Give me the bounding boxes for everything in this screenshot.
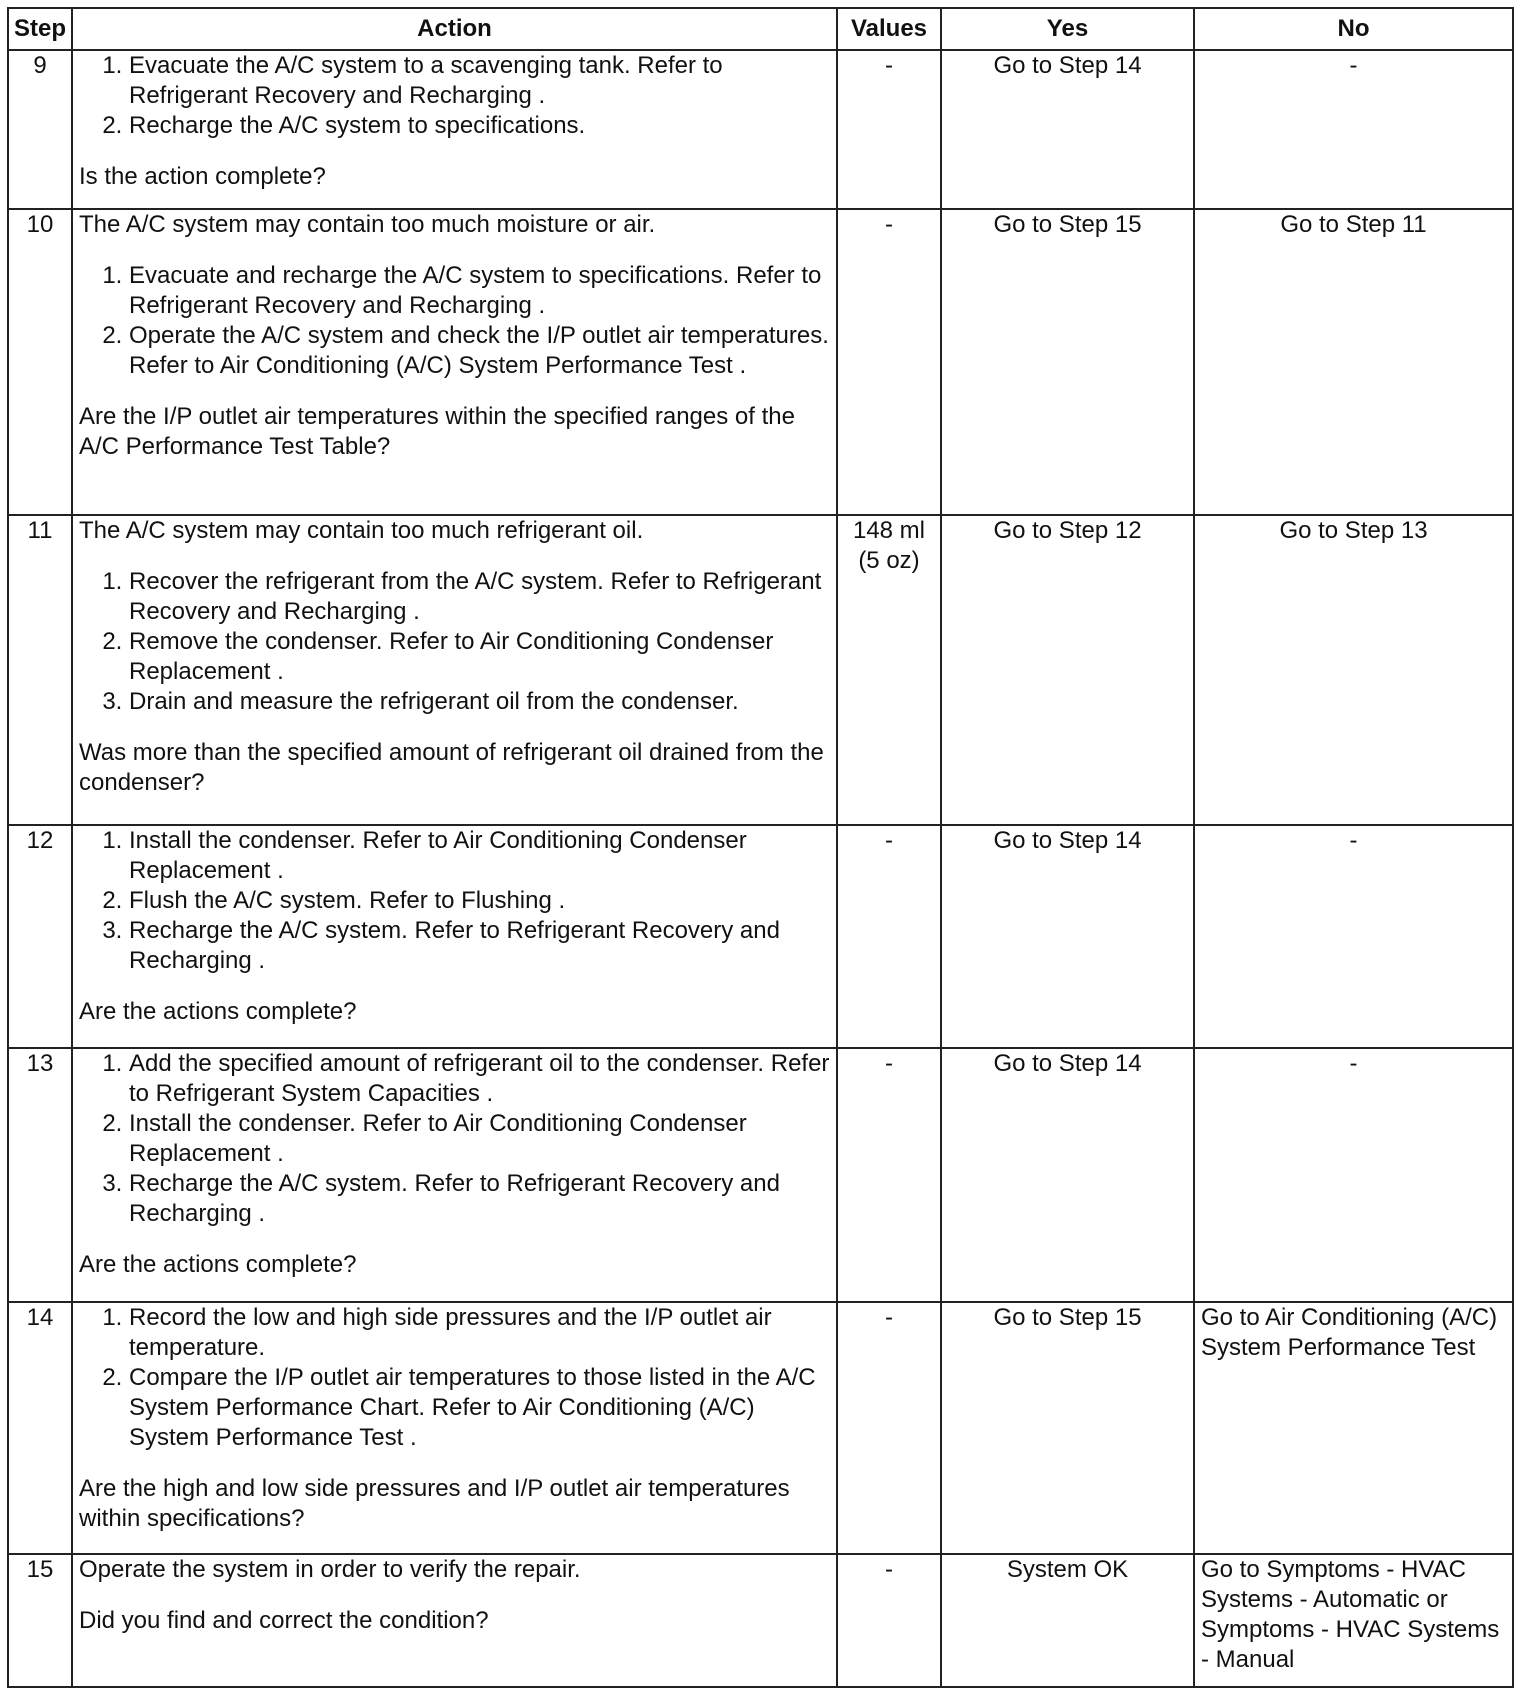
header-no: No bbox=[1194, 8, 1513, 50]
action-step: 1. Evacuate and recharge the A/C system to specifications. Refer to Refrigerant Recovery and Recharging . bbox=[129, 261, 830, 321]
action-step: 1. Recover the refrigerant from the A/C system. Refer to Refrigerant Recovery and Recharging . bbox=[129, 567, 830, 627]
table-row bbox=[8, 825, 1513, 1048]
yes-cell: Go to Step 15 bbox=[941, 1302, 1194, 1554]
action-cell bbox=[72, 1302, 837, 1554]
yes-cell: Go to Step 14 bbox=[941, 1048, 1194, 1302]
table-row bbox=[8, 1302, 1513, 1554]
yes-cell: Go to Step 12 bbox=[941, 515, 1194, 825]
step-number: 14 bbox=[8, 1302, 72, 1554]
no-cell: - bbox=[1194, 1048, 1513, 1302]
step-number: 15 bbox=[8, 1554, 72, 1687]
table-row bbox=[8, 1554, 1513, 1687]
action-question: Did you find and correct the condition? bbox=[79, 1607, 489, 1634]
value-cell: - bbox=[837, 209, 941, 515]
no-cell: Go to Step 13 bbox=[1194, 515, 1513, 825]
diagnostic-table bbox=[7, 7, 1514, 1688]
action-list bbox=[79, 1303, 830, 1453]
action-list bbox=[79, 51, 830, 141]
header-row bbox=[8, 8, 1513, 50]
action-list bbox=[79, 261, 830, 381]
step-number: 13 bbox=[8, 1048, 72, 1302]
table-row bbox=[8, 515, 1513, 825]
action-question: Was more than the specified amount of refrigerant oil drained from the condenser? bbox=[79, 739, 824, 796]
value-cell: - bbox=[837, 1048, 941, 1302]
action-cell bbox=[72, 515, 837, 825]
step-number: 9 bbox=[8, 50, 72, 209]
action-step: 3. Recharge the A/C system. Refer to Refrigerant Recovery and Recharging . bbox=[129, 916, 830, 976]
header-action: Action bbox=[72, 8, 837, 50]
action-cell bbox=[72, 50, 837, 209]
no-cell: Go to Symptoms - HVAC Systems - Automatic or Symptoms - HVAC Systems - Manual bbox=[1194, 1554, 1513, 1687]
action-cell bbox=[72, 825, 837, 1048]
yes-cell: System OK bbox=[941, 1554, 1194, 1687]
action-step: 1. Evacuate the A/C system to a scavenging tank. Refer to Refrigerant Recovery and Recharging . bbox=[129, 51, 830, 111]
action-intro: The A/C system may contain too much refrigerant oil. bbox=[79, 517, 644, 544]
action-question: Is the action complete? bbox=[79, 163, 326, 190]
action-question: Are the I/P outlet air temperatures within the specified ranges of the A/C Performance Test Table? bbox=[79, 403, 795, 460]
value-cell: - bbox=[837, 825, 941, 1048]
value-cell: - bbox=[837, 1302, 941, 1554]
header-values: Values bbox=[837, 8, 941, 50]
value-cell: - bbox=[837, 50, 941, 209]
action-step: 2. Remove the condenser. Refer to Air Conditioning Condenser Replacement . bbox=[129, 627, 830, 687]
table-row bbox=[8, 209, 1513, 515]
value-amount: 148 ml bbox=[852, 517, 926, 544]
action-step: 2. Install the condenser. Refer to Air Conditioning Condenser Replacement . bbox=[129, 1109, 830, 1169]
action-step: 3. Recharge the A/C system. Refer to Refrigerant Recovery and Recharging . bbox=[129, 1169, 830, 1229]
action-list bbox=[79, 567, 830, 717]
table-row bbox=[8, 50, 1513, 209]
table-row bbox=[8, 1048, 1513, 1302]
no-cell: - bbox=[1194, 50, 1513, 209]
action-step: 1. Install the condenser. Refer to Air Conditioning Condenser Replacement . bbox=[129, 826, 830, 886]
action-question: Are the actions complete? bbox=[79, 998, 357, 1025]
action-list bbox=[79, 1049, 830, 1229]
action-step: 1. Record the low and high side pressures and the I/P outlet air temperature. bbox=[129, 1303, 830, 1363]
action-cell bbox=[72, 1554, 837, 1687]
action-step: 2. Operate the A/C system and check the I/P outlet air temperatures. Refer to Air Conditioning (A/C) System Performance Test . bbox=[129, 321, 830, 381]
action-step: 2. Compare the I/P outlet air temperatures to those listed in the A/C System Performance Chart. Refer to Air Conditioning (A/C) System Performance Test . bbox=[129, 1363, 830, 1453]
value-cell: - bbox=[837, 1554, 941, 1687]
value-amount-alt: (5 oz) bbox=[858, 547, 920, 574]
header-yes: Yes bbox=[941, 8, 1194, 50]
action-step: 2. Flush the A/C system. Refer to Flushing . bbox=[129, 886, 830, 916]
action-intro: The A/C system may contain too much moisture or air. bbox=[79, 211, 656, 238]
action-cell bbox=[72, 1048, 837, 1302]
action-question: Are the actions complete? bbox=[79, 1251, 357, 1278]
yes-cell: Go to Step 15 bbox=[941, 209, 1194, 515]
no-cell: Go to Air Conditioning (A/C) System Performance Test bbox=[1194, 1302, 1513, 1554]
step-number: 10 bbox=[8, 209, 72, 515]
action-intro: Operate the system in order to verify the repair. bbox=[79, 1556, 581, 1583]
no-cell: - bbox=[1194, 825, 1513, 1048]
action-list bbox=[79, 826, 830, 976]
action-step: 2. Recharge the A/C system to specifications. bbox=[129, 111, 830, 141]
action-step: 1. Add the specified amount of refrigerant oil to the condenser. Refer to Refrigerant System Capacities . bbox=[129, 1049, 830, 1109]
action-cell bbox=[72, 209, 837, 515]
no-cell: Go to Step 11 bbox=[1194, 209, 1513, 515]
action-question: Are the high and low side pressures and I/P outlet air temperatures within specifications? bbox=[79, 1475, 790, 1532]
header-step: Step bbox=[8, 8, 72, 50]
yes-cell: Go to Step 14 bbox=[941, 825, 1194, 1048]
action-step: 3. Drain and measure the refrigerant oil from the condenser. bbox=[129, 687, 830, 717]
yes-cell: Go to Step 14 bbox=[941, 50, 1194, 209]
step-number: 11 bbox=[8, 515, 72, 825]
step-number: 12 bbox=[8, 825, 72, 1048]
value-cell bbox=[837, 515, 941, 825]
